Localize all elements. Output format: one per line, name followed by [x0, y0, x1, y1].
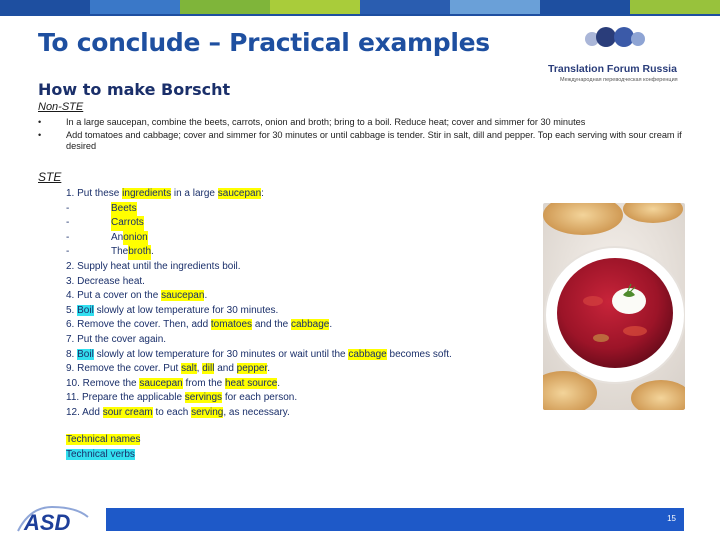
top-bar-segment	[630, 0, 720, 14]
step-text: 7. Put the cover again.	[66, 333, 167, 345]
page-number: 15	[667, 514, 676, 523]
step-line	[66, 289, 452, 304]
ingredient-line	[66, 231, 452, 246]
step-text: and the	[252, 319, 291, 331]
dash: -	[66, 202, 70, 214]
dash: -	[66, 246, 70, 258]
top-bar-segment	[540, 0, 630, 14]
step-text: .	[277, 377, 281, 389]
technical-name: pepper	[236, 363, 268, 375]
legend-item	[66, 447, 140, 462]
bullet-item	[38, 117, 688, 128]
step-text: 9. Remove the cover. Put	[66, 363, 182, 375]
step-text: An	[111, 231, 124, 243]
svg-text:ASD: ASD	[24, 510, 71, 533]
technical-name: serving	[191, 406, 224, 418]
technical-name: ingredients	[122, 188, 172, 199]
technical-name: saucepan	[161, 290, 205, 302]
step-text: from the	[182, 377, 225, 389]
step-text: to each	[152, 406, 192, 418]
step-text: in a large	[171, 188, 218, 199]
step-text: 3. Decrease heat.	[66, 275, 145, 287]
legend-technical-verbs: Technical verbs	[66, 449, 135, 460]
technical-name: dill	[202, 363, 215, 375]
bullet-dot: •	[38, 130, 42, 140]
step-line	[66, 377, 452, 392]
technical-name: salt	[181, 363, 197, 375]
step-text: for each person.	[222, 392, 298, 404]
step-text: The	[111, 246, 129, 258]
ste-label: STE	[38, 170, 62, 184]
step-line	[66, 318, 452, 333]
step-text: slowly at low temperature for 30 minutes or wait until the	[93, 348, 349, 360]
non-ste-bullets	[38, 117, 688, 154]
step-text: .	[204, 290, 208, 302]
step-line	[66, 260, 452, 275]
technical-name: heat source	[225, 377, 278, 389]
logo-tagline: Международная переводческая конференция	[560, 77, 678, 83]
technical-name: broth	[128, 245, 151, 260]
step-text: 5.	[66, 304, 78, 316]
logo-name: Translation Forum Russia	[548, 63, 677, 75]
technical-name: tomatoes	[210, 319, 253, 331]
ste-steps	[66, 187, 452, 421]
step-text: slowly at low temperature for 30 minutes.	[93, 304, 279, 316]
bullet-text: Add tomatoes and cabbage; cover and simmer for 30 minutes or until cabbage is tender. Stir in salt, dill and pepper. Top each serving with sour cream if desired	[66, 130, 682, 151]
dash: -	[66, 217, 70, 229]
step-text: .	[267, 363, 271, 375]
step-text: .	[329, 319, 333, 331]
step-text: 6. Remove the cover. Then, add	[66, 319, 211, 331]
technical-name: cabbage	[348, 348, 387, 360]
borscht-photo	[543, 203, 685, 410]
legend-item	[66, 432, 140, 447]
step-line	[66, 333, 452, 348]
step-text: 4. Put a cover on the	[66, 290, 162, 302]
step-text: 2. Supply heat until the ingredients boil.	[66, 260, 241, 272]
step-text: 12. Add	[66, 406, 103, 418]
ingredient-line	[66, 202, 452, 217]
legend	[66, 432, 140, 462]
bullet-item	[38, 130, 688, 152]
ingredient-line	[66, 245, 452, 260]
step-line	[66, 275, 452, 290]
step-line	[66, 187, 452, 202]
slide-subtitle: How to make Borscht	[38, 80, 231, 99]
bullet-text: In a large saucepan, combine the beets, carrots, onion and broth; bring to a boil. Reduce heat; cover and simmer for 30 minutes	[66, 117, 586, 127]
step-text: 10. Remove the	[66, 377, 140, 389]
step-text: becomes soft.	[386, 348, 452, 360]
top-bar-segment	[90, 0, 180, 14]
footer-bar	[106, 508, 684, 531]
technical-verb: Boil	[77, 348, 94, 360]
step-line	[66, 406, 452, 421]
top-bar-segment	[0, 0, 90, 14]
slide-title: To conclude – Practical examples	[38, 28, 490, 57]
step-text: and	[214, 363, 237, 375]
non-ste-label: Non-STE	[38, 101, 84, 113]
technical-name: sour cream	[102, 406, 153, 418]
asd-logo-icon	[16, 503, 90, 533]
step-text: ,	[196, 363, 203, 375]
legend-technical-names: Technical names	[66, 434, 141, 445]
top-bar-segment	[270, 0, 360, 14]
step-text: 11. Prepare the applicable	[66, 392, 185, 404]
step-text: 8.	[66, 348, 78, 360]
top-bar-segment	[450, 0, 540, 14]
title-divider	[0, 14, 720, 16]
bullet-dot: •	[38, 117, 42, 127]
technical-verb: Boil	[77, 304, 94, 316]
technical-name: cabbage	[290, 319, 330, 331]
step-line	[66, 348, 452, 363]
step-text: :	[261, 188, 264, 199]
dash: -	[66, 231, 70, 243]
technical-name: servings	[184, 392, 223, 404]
step-line	[66, 391, 452, 406]
top-color-bar	[0, 0, 720, 14]
top-bar-segment	[180, 0, 270, 14]
step-line	[66, 304, 452, 319]
step-text: , as necessary.	[223, 406, 290, 418]
step-line	[66, 362, 452, 377]
technical-name: Beets	[111, 202, 137, 217]
technical-name: saucepan	[139, 377, 183, 389]
step-text: .	[151, 246, 154, 258]
ingredient-line	[66, 216, 452, 231]
top-bar-segment	[360, 0, 450, 14]
technical-name: saucepan	[217, 188, 262, 199]
technical-name: onion	[123, 231, 147, 246]
technical-name: Carrots	[111, 216, 144, 231]
step-text: 1. Put these	[66, 188, 123, 199]
